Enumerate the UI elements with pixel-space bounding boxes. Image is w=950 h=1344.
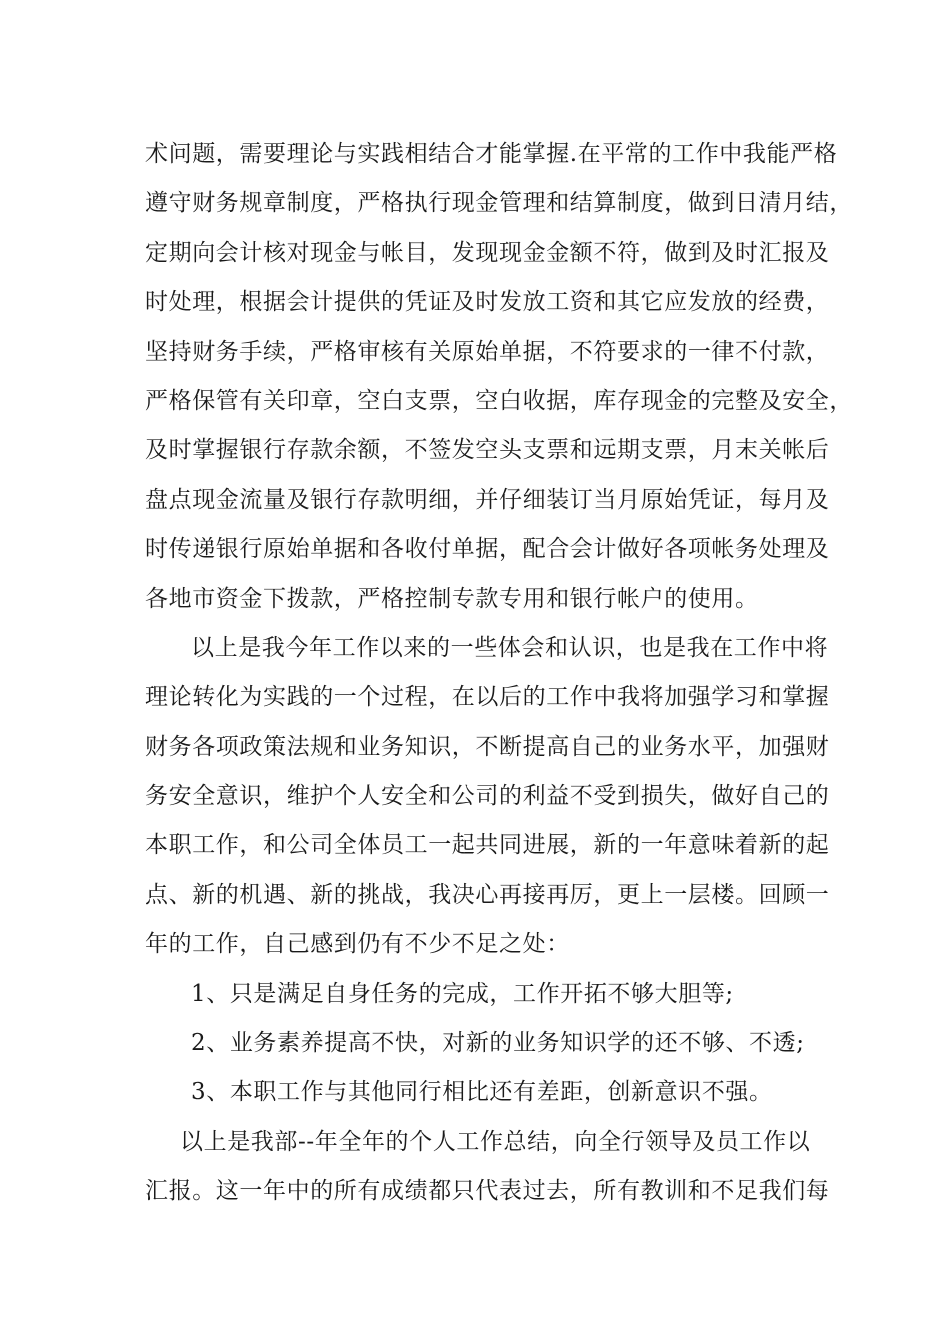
text-line: 盘点现金流量及银行存款明细，并仔细装订当月原始凭证，每月及 <box>145 486 830 513</box>
text-line: 时传递银行原始单据和各收付单据，配合会计做好各项帐务处理及 <box>145 536 830 563</box>
list-item: 2、业务素养提高不快，对新的业务知识学的还不够、不透; <box>191 1030 805 1057</box>
text-line: 定期向会计核对现金与帐目，发现现金金额不符，做到及时汇报及 <box>145 239 830 266</box>
text-line: 各地市资金下拨款，严格控制专款专用和银行帐户的使用。 <box>145 585 759 612</box>
text-line: 汇报。这一年中的所有成绩都只代表过去，所有教训和不足我们每 <box>145 1178 830 1205</box>
text-line: 本职工作，和公司全体员工一起共同进展，新的一年意味着新的起 <box>145 832 830 859</box>
document-body <box>145 130 853 1217</box>
paragraph-start-line: 以上是我今年工作以来的一些体会和认识，也是我在工作中将 <box>191 634 829 661</box>
text-line: 财务各项政策法规和业务知识，不断提高自己的业务水平，加强财 <box>145 733 830 760</box>
text-line: 理论转化为实践的一个过程，在以后的工作中我将加强学习和掌握 <box>145 684 830 711</box>
text-line: 术问题，需要理论与实践相结合才能掌握.在平常的工作中我能严格 <box>145 141 838 167</box>
text-line: 时处理，根据会计提供的凭证及时发放工资和其它应发放的经费， <box>145 289 830 316</box>
text-line: 坚持财务手续，严格审核有关原始单据，不符要求的一律不付款， <box>145 338 830 365</box>
text-line: 严格保管有关印章，空白支票，空白收据，库存现金的完整及安全， <box>145 387 853 414</box>
text-line: 年的工作，自己感到仍有不少不足之处： <box>145 931 570 958</box>
list-item: 1、只是满足自身任务的完成，工作开拓不够大胆等; <box>191 980 734 1007</box>
text-line: 点、新的机遇、新的挑战，我决心再接再厉，更上一层楼。回顾一 <box>145 881 830 908</box>
text-line: 及时掌握银行存款余额，不签发空头支票和远期支票，月末关帐后 <box>145 437 830 464</box>
text-line: 务安全意识，维护个人安全和公司的利益不受到损失，做好自己的 <box>145 783 830 810</box>
list-item: 3、本职工作与其他同行相比还有差距，创新意识不强。 <box>191 1079 773 1106</box>
paragraph-start-line: 以上是我部--年全年的个人工作总结，向全行领导及员工作以 <box>180 1128 811 1155</box>
text-line: 遵守财务规章制度，严格执行现金管理和结算制度，做到日清月结， <box>145 190 853 217</box>
